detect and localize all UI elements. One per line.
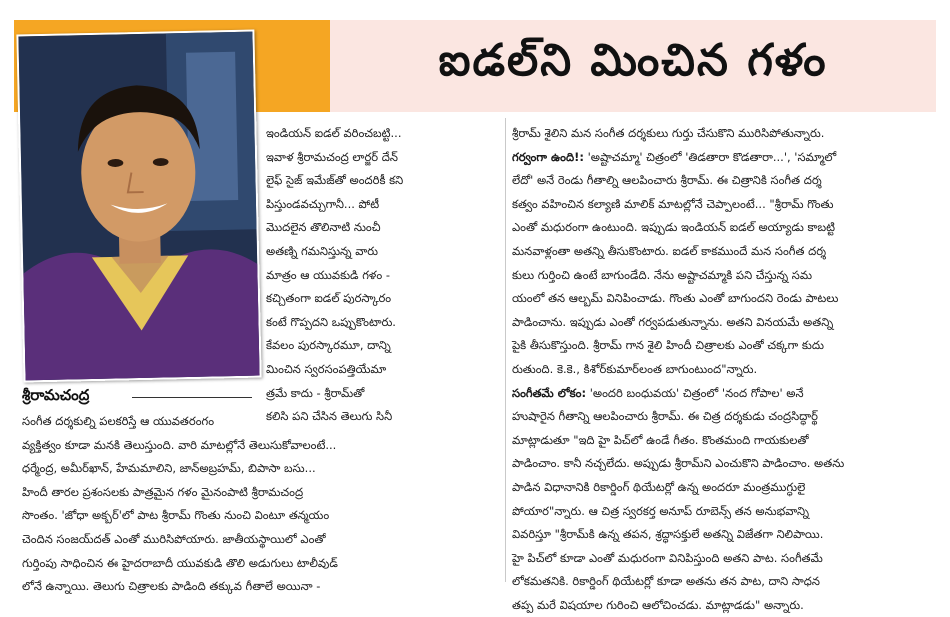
line-text: కత్వం వహించిన కల్యాణి మాలిక్ మాటల్లోనే చెప్పాలంటే... "శ్రీరామ్ గొంతు bbox=[512, 196, 834, 211]
text-line bbox=[512, 547, 936, 571]
line-text: సొంతం. 'జోధా అక్బర్'లో పాట శ్రీరామ్ గొంతు నుంచి వింటూ తన్మయం bbox=[22, 508, 330, 523]
text-line bbox=[512, 240, 936, 264]
text-line bbox=[512, 476, 936, 500]
text-line bbox=[22, 575, 498, 599]
text-line bbox=[512, 500, 936, 524]
line-text: 'అష్టాచమ్మా' చిత్రంలో 'తిడతారా కొడతారా...', 'సమ్మాలో bbox=[583, 149, 837, 164]
line-text: పైకి తీసుకొస్తుంది. శ్రీరామ్ గాన శైలి హిందీ చిత్రాలకు ఎంతో చక్కగా కుదు bbox=[512, 338, 824, 353]
column-2 bbox=[512, 122, 936, 617]
text-line bbox=[512, 358, 936, 382]
line-text: తప్ప మరే విషయాల గురించి ఆలోచించడు. మాట్లాడడు" అన్నారు. bbox=[512, 597, 804, 612]
text-line bbox=[512, 405, 936, 429]
text-line bbox=[22, 457, 498, 481]
line-text: పాడించాం. కానీ నచ్చలేదు. అప్పుడు శ్రీరామ్‌ని ఎంచుకొని పాడించాం. అతను bbox=[512, 456, 845, 471]
text-line bbox=[512, 122, 936, 146]
text-line bbox=[266, 358, 498, 382]
line-text: హై పిచ్‌లో కూడా ఎంతో మధురంగా వినిపిస్తుంది అతని పాట. సంగీతమే bbox=[512, 550, 823, 565]
line-text: ఎంతో మధురంగా ఉంటుంది. ఇప్పుడు ఇండియన్ ఐడల్ అయ్యాడు కాబట్టి bbox=[512, 220, 836, 235]
text-line bbox=[266, 216, 498, 240]
text-line bbox=[512, 193, 936, 217]
text-line bbox=[512, 169, 936, 193]
line-text: హిందీ తారల ప్రశంసలకు పాత్రమైన గళం మైనంపాటి శ్రీరామచంద్ర bbox=[22, 484, 304, 499]
text-line bbox=[266, 264, 498, 288]
section-lead: గర్వంగా ఉంది!: bbox=[512, 149, 584, 164]
line-text: రుతుంది. కె.కె., కిశోర్‌కుమార్‌లంత బాగుంటుంద"న్నారు. bbox=[512, 361, 758, 376]
text-line bbox=[22, 410, 498, 434]
text-line bbox=[512, 570, 936, 594]
text-line bbox=[266, 240, 498, 264]
portrait-photo bbox=[16, 30, 261, 383]
text-line bbox=[266, 287, 498, 311]
line-text: లోకమతనికి. రికార్డింగ్ థియేటర్లో కూడా అతను తన పాట, దాని సాధన bbox=[512, 574, 820, 589]
line-text: అతణ్ని గమనిస్తున్న వారు bbox=[266, 243, 379, 258]
text-line bbox=[512, 287, 936, 311]
line-text: హుషారైన గీతాన్ని ఆలపించారు శ్రీరామ్. ఈ చిత్ర దర్శకుడు చంద్రసిద్ధార్థ్ bbox=[512, 409, 818, 424]
line-text: కచ్చితంగా ఐడల్ పురస్కారం bbox=[266, 291, 392, 306]
photo-caption: శ్రీరామచంద్ర bbox=[22, 386, 90, 404]
line-text: చెందిన సంజయ్‌దత్ ఎంతో మురిసిపోయారు. జాతీయస్థాయిలో ఎంతో bbox=[22, 531, 326, 546]
caption-rule bbox=[132, 397, 252, 398]
text-line bbox=[512, 429, 936, 453]
line-text: యంలో తన ఆల్బమ్ వినిపించాడు. గొంతు ఎంతో బాగుందని రెండు పాటలు bbox=[512, 291, 839, 306]
line-text: మనవాళ్లంతా అతన్ని తీసుకొంటారు. ఐడల్ కాకముందే మన సంగీత దర్శ bbox=[512, 243, 827, 258]
line-text: పిస్తుండవచ్చుగానీ... పోటీ bbox=[266, 196, 380, 211]
line-text: వ్యక్తిత్వం కూడా మనకి తెలుస్తుంది. వారి మాటల్లోనే తెలుసుకోవాలంటే... bbox=[22, 437, 337, 452]
headline: ఐడల్‌ని మించిన గళం bbox=[438, 35, 828, 86]
line-text: లేదో' అనే రెండు గీతాల్ని ఆలపించారు శ్రీరామ్. ఈ చిత్రానికి సంగీత దర్శ bbox=[512, 173, 822, 188]
line-text: సంగీత దర్శకుల్ని పలకరిస్తే ఆ యువతరంగం bbox=[22, 414, 215, 428]
line-text: త్రమే కాదు - శ్రీరామ్‌తో bbox=[266, 385, 365, 400]
line-text: పోయార"న్నారు. ఆ చిత్ర స్వరకర్త అనూప్ రూబెన్స్ తన అనుభవాన్ని bbox=[512, 503, 809, 518]
line-text: 'అందరి బంధువయ' చిత్రంలో 'నంద గోపాల' అనే bbox=[586, 385, 804, 400]
text-line bbox=[22, 528, 498, 552]
text-line bbox=[266, 311, 498, 335]
text-line bbox=[266, 169, 498, 193]
text-line bbox=[22, 552, 498, 576]
text-line bbox=[512, 594, 936, 617]
line-text: కంటే గొప్పదని ఒప్పుకొంటారు. bbox=[266, 314, 396, 329]
line-text: ధర్మేంద్ర, అమీర్‌ఖాన్, హేమమాలిని, జాన్‌అబ్రహమ్, బిపాసా బసు... bbox=[22, 461, 316, 476]
text-line bbox=[512, 311, 936, 335]
line-text: లైఫ్ సైజ్ ఇమేజ్‌తో అందరికీ కని bbox=[266, 173, 404, 188]
column-1-top bbox=[266, 122, 498, 429]
text-line bbox=[22, 504, 498, 528]
line-text: కలిసి పని చేసిన తెలుగు సినీ bbox=[266, 409, 393, 424]
portrait-illustration bbox=[18, 32, 259, 381]
line-text: మాట్లాడుతూ "ఇది హై పిచ్‌లో ఉండే గీతం. కొంతమంది గాయకులతో bbox=[512, 432, 809, 447]
column-1-bottom bbox=[22, 410, 498, 599]
text-line bbox=[22, 434, 498, 458]
text-line bbox=[512, 452, 936, 476]
line-text: కులు గుర్తించి ఉంటే బాగుండేది. నేను అష్టాచమ్మాకి పని చేస్తున్న సమ bbox=[512, 267, 812, 282]
text-line bbox=[512, 146, 936, 170]
line-text: వివరిస్తూ "శ్రీరామ్‌కి ఉన్న తపన, శ్రద్ధాసక్తులే అతన్ని విజేతగా నిలిపాయి. bbox=[512, 527, 824, 542]
text-line bbox=[266, 122, 498, 146]
line-text: కేవలం పురస్కారమూ, దాన్ని bbox=[266, 338, 391, 353]
line-text: మించిన స్వరసంపత్తియేమా bbox=[266, 361, 387, 376]
text-line bbox=[512, 216, 936, 240]
line-text: ఇవాళ శ్రీరామచంద్ర లార్జర్ దేన్ bbox=[266, 149, 398, 164]
column-divider bbox=[505, 118, 506, 582]
text-line bbox=[22, 481, 498, 505]
text-line bbox=[512, 334, 936, 358]
line-text: పాడిన విధానానికి రికార్డింగ్ థియేటర్లో ఉన్న అందరూ మంత్రముగ్ధులై bbox=[512, 479, 806, 494]
text-line bbox=[512, 264, 936, 288]
line-text: గుర్తింపు సాధించిన ఈ హైదరాబాదీ యువకుడి తొలి అడుగులు టాలీవుడ్ bbox=[22, 555, 338, 570]
section-lead: సంగీతమే లోకం: bbox=[512, 385, 587, 400]
text-line bbox=[266, 382, 498, 406]
text-line bbox=[266, 334, 498, 358]
line-text: శ్రీరామ్ శైలిని మన సంగీత దర్శకులు గుర్తు చేసుకొని మురిసిపోతున్నారు. bbox=[512, 126, 825, 140]
line-text: మొదలైన తొలినాటి నుంచీ bbox=[266, 220, 381, 235]
text-line bbox=[266, 193, 498, 217]
text-line bbox=[512, 382, 936, 406]
line-text: మాత్రం ఆ యువకుడి గళం - bbox=[266, 267, 390, 282]
line-text: ఇండియన్ ఐడల్ వరించబట్టి... bbox=[266, 126, 402, 140]
text-line bbox=[512, 523, 936, 547]
text-line bbox=[266, 146, 498, 170]
line-text: లోనే ఉన్నాయి. తెలుగు చిత్రాలకు పాడింది తక్కువ గీతాలే అయినా - bbox=[22, 579, 321, 594]
line-text: పాడించాను. ఇప్పుడు ఎంతో గర్వపడుతున్నాను. అతని వినయమే అతన్ని bbox=[512, 314, 834, 329]
